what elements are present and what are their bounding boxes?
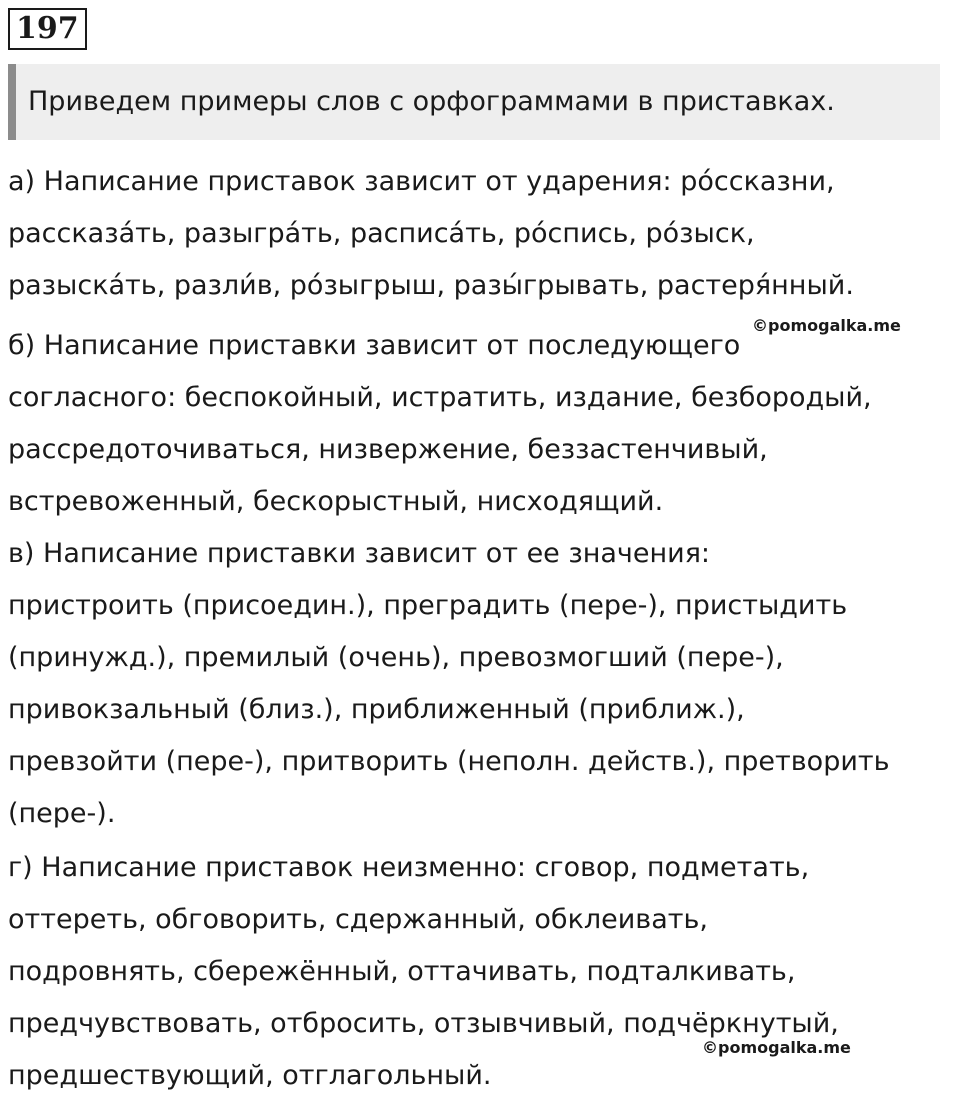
intro-text: Приведем примеры слов с орфограммами в приставках. bbox=[8, 64, 940, 140]
watermark: ©pomogalka.me bbox=[752, 316, 901, 335]
exercise-number: 197 bbox=[8, 8, 87, 50]
paragraph-c: в) Написание приставки зависит от ее значения: пристроить (присоедин.), преградить (пере-), пристыдить (принужд.), премилый (очень), превозмогший (пере-), привокзальный (близ.), приближенный (приближ.), превзойти (пере-), притворить (неполн. действ.), претворить (пере-). bbox=[8, 538, 890, 829]
paragraph-d: г) Написание приставок неизменно: сговор, подметать, оттереть, обговорить, сдержанный, обклеивать, подровнять, сбережённый, оттачивать, подталкивать, предчувствовать, отбросить, отзывчивый, подчёркнутый, предшествующий, отглагольный. bbox=[8, 852, 839, 1091]
watermark: ©pomogalka.me bbox=[702, 1038, 851, 1057]
paragraph-a: а) Написание приставок зависит от ударения: ро́ссказни, рассказа́ть, разыгра́ть, расписа́ть, ро́спись, ро́зыск, разыска́ть, разли́в, ро́зыгрыш, разы́грывать, растеря́нный. bbox=[8, 166, 854, 301]
paragraph-b: б) Написание приставки зависит от последующего согласного: беспокойный, истратить, издание, безбородый, рассредоточиваться, низвержение, беззастенчивый, встревоженный, бескорыстный, нисходящий. bbox=[8, 330, 872, 517]
